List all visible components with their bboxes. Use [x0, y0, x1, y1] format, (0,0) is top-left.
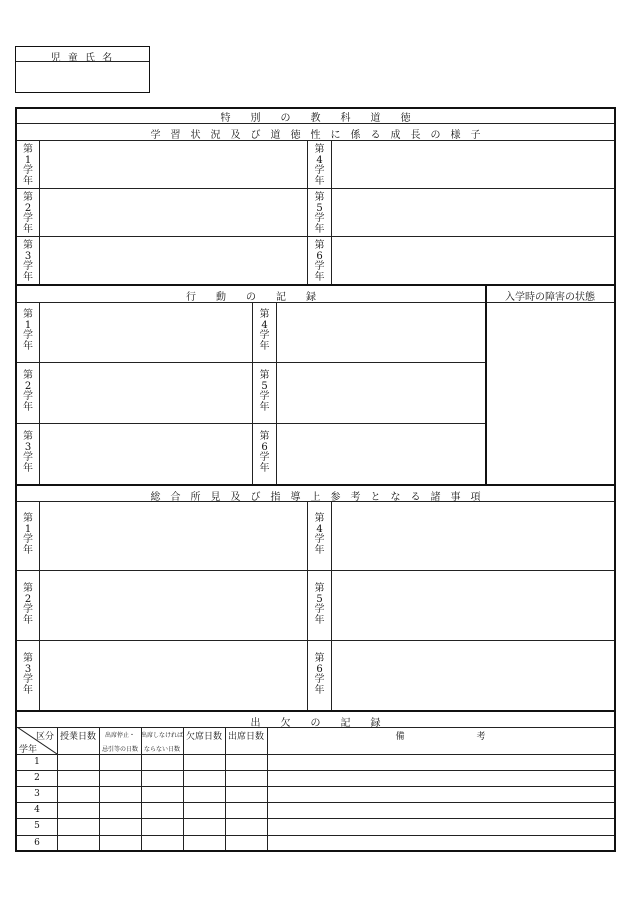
corner-grade-label: 学年: [18, 745, 37, 755]
moral-entry-grade-1[interactable]: [40, 141, 307, 188]
moral-grade-3-label: 第 3 学 年: [23, 240, 33, 283]
moral-grade-6-label: 第 6 学 年: [314, 240, 325, 283]
corner-category-label: 区分: [35, 732, 54, 742]
col-present: 出席日数: [227, 732, 264, 742]
overall-grade-3-label: 第 3 学 年: [23, 653, 33, 696]
behavior-grade-3-label: 第 3 学 年: [23, 431, 33, 474]
behavior-entry-grade-1[interactable]: [40, 303, 252, 362]
attendance-row-4: 4: [34, 805, 40, 815]
moral-title: 特 別 の 教 科 道 徳: [220, 113, 411, 124]
attendance-row-5: 5: [34, 821, 40, 831]
overall-entry-grade-5[interactable]: [332, 571, 614, 640]
moral-entry-grade-2[interactable]: [40, 189, 307, 236]
moral-grade-1-label: 第 1 学 年: [23, 144, 33, 187]
col-remarks: 備 考: [395, 732, 486, 742]
col-required-line1: 出席しなければ: [141, 732, 184, 739]
attendance-row-6: 6: [34, 838, 40, 848]
behavior-entry-grade-5[interactable]: [277, 363, 484, 423]
attendance-row-3: 3: [34, 789, 40, 799]
moral-grade-4-label: 第 4 学 年: [314, 144, 325, 187]
disability-status-entry[interactable]: [488, 303, 614, 484]
behavior-grade-2-label: 第 2 学 年: [23, 370, 33, 413]
moral-entry-grade-6[interactable]: [332, 237, 614, 284]
name-field[interactable]: [16, 62, 149, 92]
behavior-grade-1-label: 第 1 学 年: [23, 309, 33, 352]
behavior-entry-grade-4[interactable]: [277, 303, 484, 362]
behavior-entry-grade-3[interactable]: [40, 424, 252, 484]
overall-grade-2-label: 第 2 学 年: [23, 583, 33, 626]
col-lessons: 授業日数: [59, 732, 96, 742]
overall-grade-4-label: 第 4 学 年: [314, 513, 325, 556]
moral-entry-grade-3[interactable]: [40, 237, 307, 284]
attendance-row-2: 2: [34, 773, 40, 783]
attendance-title: 出 欠 の 記 録: [250, 718, 381, 729]
overall-entry-grade-1[interactable]: [40, 502, 307, 570]
disability-status-title: 入学時の障害の状態: [505, 292, 595, 303]
moral-grade-5-label: 第 5 学 年: [314, 192, 325, 235]
moral-entry-grade-4[interactable]: [332, 141, 614, 188]
col-suspend-line2: 忌引等の日数: [101, 746, 138, 753]
name-box: [15, 46, 150, 93]
col-absent: 欠席日数: [185, 732, 222, 742]
behavior-title: 行 動 の 記 録: [186, 292, 316, 303]
behavior-entry-grade-6[interactable]: [277, 424, 484, 484]
behavior-entry-grade-2[interactable]: [40, 363, 252, 423]
overall-grade-1-label: 第 1 学 年: [23, 513, 33, 556]
attendance-row-1: 1: [34, 757, 40, 767]
behavior-grade-4-label: 第 4 学 年: [259, 309, 270, 352]
overall-title: 総 合 所 見 及 び 指 導 上 参 考 と な る 諸 事 項: [150, 492, 481, 503]
moral-grade-2-label: 第 2 学 年: [23, 192, 33, 235]
behavior-grade-6-label: 第 6 学 年: [259, 431, 270, 474]
moral-subtitle: 学 習 状 況 及 び 道 徳 性 に 係 る 成 長 の 様 子: [150, 130, 481, 141]
name-label: 児 童 氏 名: [50, 53, 115, 64]
overall-entry-grade-6[interactable]: [332, 641, 614, 710]
overall-entry-grade-4[interactable]: [332, 502, 614, 570]
overall-entry-grade-2[interactable]: [40, 571, 307, 640]
behavior-grade-5-label: 第 5 学 年: [259, 370, 270, 413]
overall-entry-grade-3[interactable]: [40, 641, 307, 710]
col-required-line2: ならない日数: [143, 746, 180, 753]
col-suspend-line1: 出席停止・: [104, 732, 135, 739]
overall-grade-5-label: 第 5 学 年: [314, 583, 325, 626]
overall-grade-6-label: 第 6 学 年: [314, 653, 325, 696]
moral-entry-grade-5[interactable]: [332, 189, 614, 236]
